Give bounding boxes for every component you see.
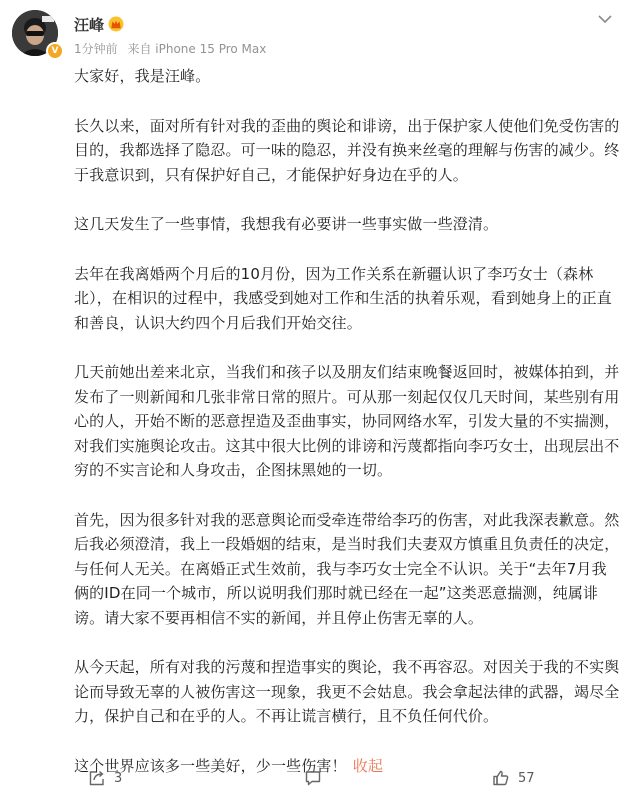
post-paragraph: 这几天发生了一些事情，我想我有必要讲一些事实做一些澄清。 [74, 215, 499, 233]
post-source: 来自 iPhone 15 Pro Max [127, 42, 267, 56]
author-row [74, 13, 124, 35]
forward-button[interactable] [88, 769, 122, 787]
post-paragraph: 长久以来，面对所有针对我的歪曲的舆论和诽谤，出于保护家人使他们免受伤害的目的，我都选择了隐忍。可一味的隐忍，并没有换来丝毫的理解与伤害的减少。终于我意识到，只有保护好自己，才能保护好身边在乎的人。 [74, 116, 620, 184]
more-options-button[interactable] [593, 8, 617, 28]
comment-button[interactable] [304, 769, 330, 787]
post-content [74, 64, 620, 778]
thumbs-up-icon [492, 769, 510, 787]
action-bar [74, 766, 614, 790]
chevron-down-icon [598, 9, 612, 28]
forward-count: 3 [114, 770, 123, 786]
author-name[interactable]: 汪峰 [74, 15, 105, 34]
like-count: 57 [518, 770, 535, 786]
like-button[interactable] [492, 769, 535, 787]
post-paragraph: 大家好，我是汪峰。 [74, 67, 211, 85]
post-paragraph-closing: 这个世界应该多一些美好，少一些伤害！ [74, 756, 347, 775]
crown-icon [108, 16, 124, 32]
comment-icon [304, 769, 322, 787]
post-meta [74, 40, 266, 57]
post-paragraph: 从今天起，所有对我的污蔑和捏造事实的舆论，我不再容忍。对因关于我的不实舆论而导致无辜的人被伤害这一现象，我更不会姑息。我会拿起法律的武器，竭尽全力，保护自己和在乎的人。不再让谎言横行，且不负任何代价。 [74, 658, 620, 725]
post-paragraph: 几天前她出差来北京，当我们和孩子以及朋友们结束晚餐返回时，被媒体拍到，并发布了一则新闻和几张非常日常的照片。可从那一刻起仅仅几天时间，某些别有用心的人，开始不断的恶意捏造及歪曲事实，协同网络水军，引发大量的不实揣测，对我们实施舆论攻击。这其中很大比例的诽谤和污蔑都指向李巧女士，出现层出不穷的不实言论和人身攻击，企图抹黑她的一切。 [74, 363, 620, 479]
post-paragraph: 去年在我离婚两个月后的10月份，因为工作关系在新疆认识了李巧女士（森林北），在相识的过程中，我感受到她对工作和生活的执着乐观，看到她身上的正直和善良，认识大约四个月后我们开始交往。 [74, 264, 612, 332]
post-header [0, 0, 629, 62]
post-time[interactable]: 1分钟前 [74, 42, 118, 56]
collapse-link[interactable]: 收起 [352, 756, 384, 775]
forward-icon [88, 769, 106, 787]
verified-badge-icon: V [46, 42, 64, 60]
post-paragraph: 首先，因为很多针对我的恶意舆论而受牵连带给李巧的伤害，对此我深表歉意。然后我必须澄清，我上一段婚姻的结束，是当时我们夫妻双方慎重且负责任的决定，与任何人无关。在离婚正式生效前，我与李巧女士完全不认识。关于“去年7月我俩的ID在同一个城市，所以说明我们那时就已经在一起”这类恶意揣测，纯属诽谤。请大家不要再相信不实的新闻，并且停止伤害无辜的人。 [74, 510, 620, 627]
